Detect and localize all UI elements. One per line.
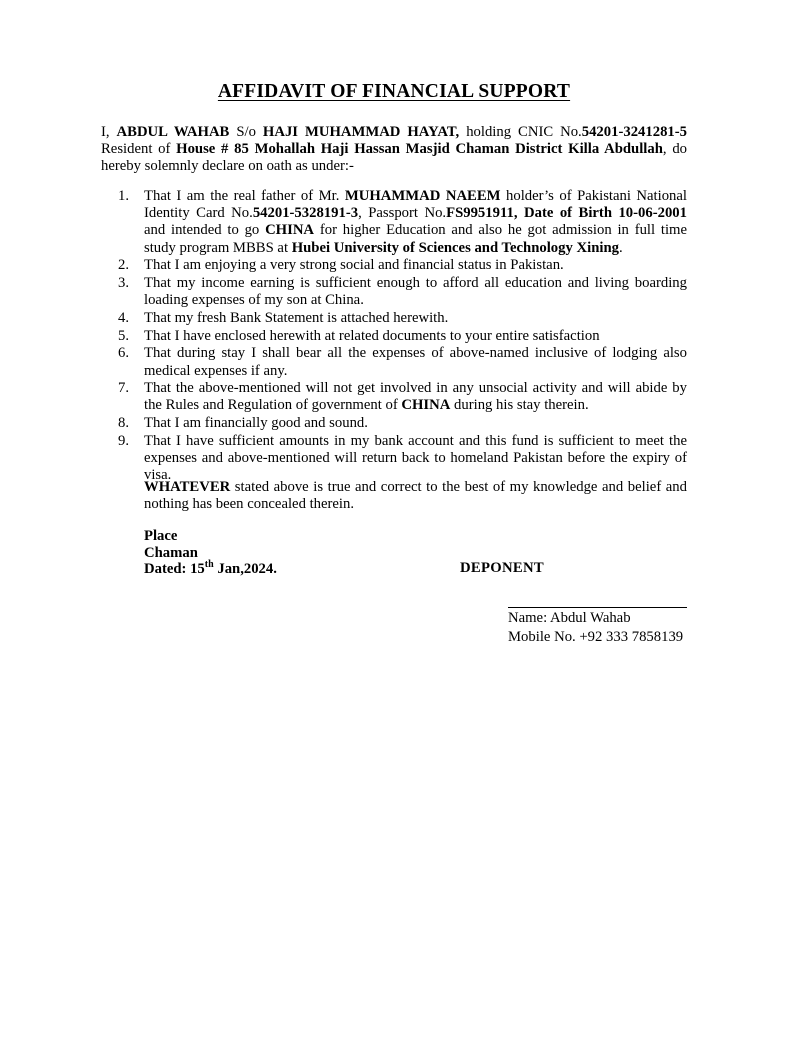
clause-item [101, 328, 687, 345]
clause-1-run-4: , Passport No. [358, 205, 447, 222]
intro-run-4: holding CNIC No. [459, 124, 582, 140]
dated-line [144, 561, 277, 578]
clause-list [101, 188, 687, 485]
clause-number: 2. [118, 257, 130, 274]
page-title-text: AFFIDAVIT OF FINANCIAL SUPPORT [217, 81, 571, 102]
clause-1-run-5: FS9951911, Date of Birth 10-06-2001 [446, 205, 687, 222]
clause-1-run-9: Hubei University of Sciences and Technology Xining [291, 239, 619, 256]
closing-run-1: stated above is true and correct to the best of my knowledge and belief and nothing has been concealed therein. [144, 479, 687, 513]
clause-item [101, 345, 687, 379]
clause-item [101, 275, 687, 309]
deponent-label: DEPONENT [460, 560, 545, 576]
closing-run-0: WHATEVER [144, 479, 231, 495]
place-label: Place [144, 528, 178, 544]
page-title [101, 80, 687, 104]
signature-line [508, 607, 687, 608]
clause-number: 7. [118, 380, 130, 397]
clause-text [144, 415, 368, 431]
clause-7-run-1: CHINA [401, 397, 451, 414]
clause-item [101, 257, 687, 274]
clause-text [144, 310, 448, 326]
clause-6-run-0: That during stay I shall bear all the expenses of above-named inclusive of lodging also medical expenses if any. [144, 345, 687, 379]
clause-number: 4. [118, 309, 130, 326]
intro-run-8: , do hereby solemnly declare on oath as under:- [101, 141, 688, 175]
closing-paragraph [144, 479, 687, 513]
clause-item [101, 380, 687, 414]
intro-run-2: S/o [229, 124, 263, 140]
intro-paragraph [101, 124, 687, 176]
clause-1-run-8: for higher Education and also he got admission in full time study program MBBS at [144, 222, 687, 256]
signatory-mobile: Mobile No. +92 333 7858139 [508, 628, 684, 645]
clause-1-run-10: . [618, 239, 623, 256]
clause-1-run-0: That I am the real father of Mr. [144, 188, 345, 204]
intro-run-6: Resident of [101, 141, 177, 158]
clause-text [144, 257, 564, 273]
intro-run-5: 54201-3241281-5 [581, 124, 687, 140]
clause-text [144, 345, 687, 378]
clause-1-run-7: CHINA [265, 222, 315, 239]
clause-number: 1. [118, 188, 130, 204]
clause-number: 3. [118, 275, 130, 292]
clause-text [144, 433, 687, 483]
clause-1-run-1: MUHAMMAD NAEEM [344, 188, 501, 204]
clause-5-run-0: That I have enclosed herewith at related documents to your entire satisfaction [144, 327, 600, 344]
signatory-name: Name: Abdul Wahab [508, 610, 631, 626]
clause-1-run-2: holder’s of Pakistani National Identity Card No. [144, 188, 687, 222]
clause-text [144, 380, 687, 413]
clause-1-run-6: and intended to go [144, 222, 266, 239]
dated-superscript: th [204, 559, 214, 571]
clause-number: 9. [118, 432, 130, 449]
dated-suffix: Jan,2024. [213, 561, 277, 577]
clause-9-run-0: That I have sufficient amounts in my bank account and this fund is sufficient to meet the expenses and above-mentioned will return back to homeland Pakistan before the expiry of visa. [144, 432, 687, 484]
clause-text [144, 275, 687, 308]
clause-number: 6. [118, 345, 130, 362]
intro-run-3: HAJI MUHAMMAD HAYAT, [262, 124, 460, 140]
clause-item [101, 415, 687, 432]
clause-item [101, 310, 687, 327]
clause-2-run-0: That I am enjoying a very strong social and financial status in Pakistan. [144, 257, 564, 274]
clause-7-run-2: during his stay therein. [450, 397, 589, 414]
place-value: Chaman [144, 544, 198, 561]
clause-item [101, 188, 687, 257]
intro-run-0: I, [101, 124, 117, 140]
place-date-block [144, 528, 277, 578]
dated-prefix: Dated: 15 [144, 561, 205, 577]
clause-number: 5. [118, 327, 130, 344]
clause-3-run-0: That my income earning is sufficient enough to afford all education and living boarding loading expenses of my son at China. [144, 275, 687, 309]
clause-text [144, 188, 687, 256]
intro-run-1: ABDUL WAHAB [116, 124, 230, 140]
clause-8-run-0: That I am financially good and sound. [144, 415, 368, 432]
intro-run-7: House # 85 Mohallah Haji Hassan Masjid Chaman District Killa Abdullah [176, 141, 663, 158]
clause-1-run-3: 54201-5328191-3 [252, 205, 359, 222]
clause-4-run-0: That my fresh Bank Statement is attached herewith. [144, 309, 449, 326]
clause-number: 8. [118, 415, 130, 432]
signatory-details [508, 609, 683, 646]
clause-7-run-0: That the above-mentioned will not get involved in any unsocial activity and will abide by the Rules and Regulation of government of [144, 380, 687, 414]
clause-text [144, 328, 600, 344]
clause-item [101, 433, 687, 485]
